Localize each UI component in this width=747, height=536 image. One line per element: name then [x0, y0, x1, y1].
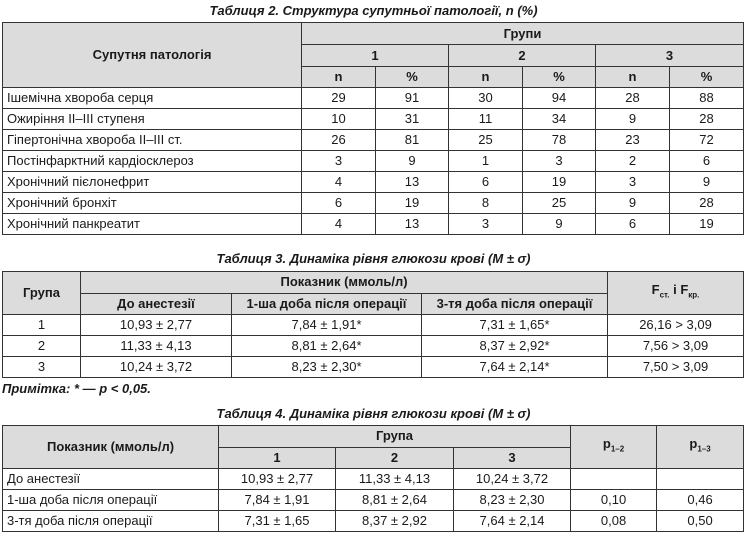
- pathology-name: Хронічний панкреатит: [3, 214, 302, 235]
- table-cell: 19: [670, 214, 744, 235]
- table3-f-header: [608, 272, 744, 315]
- table2-group-3: 3: [596, 45, 744, 66]
- table-cell: 23: [596, 130, 670, 151]
- table-cell: 88: [670, 88, 744, 109]
- table-cell: 8,23 ± 2,30*: [232, 357, 422, 378]
- indicator-name: До анестезії: [3, 469, 219, 490]
- table2-group-2: 2: [449, 45, 596, 66]
- table-cell: 6: [670, 151, 744, 172]
- table-row: [3, 88, 744, 109]
- table-cell: 6: [302, 193, 376, 214]
- table-cell: 8,81 ± 2,64*: [232, 336, 422, 357]
- table-cell: 9: [596, 109, 670, 130]
- table-cell: 7,64 ± 2,14: [454, 511, 571, 532]
- table-cell: 94: [523, 88, 596, 109]
- table2-sub-n: n: [449, 66, 523, 87]
- table3-col-before: До анестезії: [81, 293, 232, 315]
- table-row: [3, 151, 744, 172]
- table-cell: 7,84 ± 1,91: [219, 490, 336, 511]
- table-cell: 1: [449, 151, 523, 172]
- table-cell: 72: [670, 130, 744, 151]
- pathology-name: Ожиріння ІІ–ІІІ ступеня: [3, 109, 302, 130]
- table4-group-3: 3: [454, 447, 571, 469]
- group-number: 3: [3, 357, 81, 378]
- table-row: [3, 336, 744, 357]
- f-value: 7,56 > 3,09: [608, 336, 744, 357]
- table4-p12-header: [571, 426, 657, 469]
- table-cell: 6: [596, 214, 670, 235]
- table-cell: 8,23 ± 2,30: [454, 490, 571, 511]
- group-number: 2: [3, 336, 81, 357]
- table2-groups-label: Групи: [302, 23, 744, 45]
- f-mid: і F: [669, 282, 689, 298]
- pathology-name: Постінфарктний кардіосклероз: [3, 151, 302, 172]
- table2-sub-pct: %: [523, 66, 596, 87]
- table3-caption: Таблиця 3. Динаміка рівня глюкози крові (M ± σ): [216, 251, 531, 266]
- table-row: [3, 511, 744, 532]
- f-sub-st: ст.: [659, 290, 670, 300]
- pathology-name: Хронічний бронхіт: [3, 193, 302, 214]
- table3-indicator-header: Показник (ммоль/л): [81, 272, 608, 294]
- table-cell: 7,31 ± 1,65: [219, 511, 336, 532]
- p-main: p: [689, 436, 698, 452]
- table-cell: 4: [302, 214, 376, 235]
- table-row: [3, 315, 744, 336]
- table-cell: 8,37 ± 2,92*: [422, 336, 608, 357]
- table-cell: 9: [376, 151, 449, 172]
- table-cell: 9: [523, 214, 596, 235]
- table4: [2, 425, 744, 532]
- f-value: 7,50 > 3,09: [608, 357, 744, 378]
- table2-col-header: Супутня патологія: [3, 23, 302, 88]
- table-cell: 13: [376, 172, 449, 193]
- table-cell: 91: [376, 88, 449, 109]
- f-value: 26,16 > 3,09: [608, 315, 744, 336]
- table2-sub-pct: %: [376, 66, 449, 87]
- table-row: [3, 357, 744, 378]
- table-cell: 25: [449, 130, 523, 151]
- table2-caption: Таблиця 2. Структура супутньої патології, n (%): [209, 3, 538, 18]
- table2-sub-n: n: [302, 66, 376, 87]
- table-cell: 28: [670, 193, 744, 214]
- table-cell: 28: [670, 109, 744, 130]
- table-cell: 8: [449, 193, 523, 214]
- table-cell: 3: [449, 214, 523, 235]
- table3-col-day1: 1-ша доба після операції: [232, 293, 422, 315]
- table-cell: 81: [376, 130, 449, 151]
- p13-sub: 1–3: [697, 444, 711, 454]
- p13-value: 0,50: [657, 511, 744, 532]
- table-cell: 9: [670, 172, 744, 193]
- table3-note: Примітка: * — p < 0,05.: [2, 381, 151, 396]
- table-cell: 7,31 ± 1,65*: [422, 315, 608, 336]
- table-cell: 11,33 ± 4,13: [81, 336, 232, 357]
- table-cell: 31: [376, 109, 449, 130]
- table-cell: 3: [302, 151, 376, 172]
- table-cell: 10,93 ± 2,77: [219, 469, 336, 490]
- table-cell: 11,33 ± 4,13: [336, 469, 454, 490]
- pathology-name: Хронічний пієлонефрит: [3, 172, 302, 193]
- table-cell: 3: [523, 151, 596, 172]
- table-row: [3, 109, 744, 130]
- table-cell: 30: [449, 88, 523, 109]
- table2-sub-n: n: [596, 66, 670, 87]
- table4-group-2: 2: [336, 447, 454, 469]
- table-cell: 7,84 ± 1,91*: [232, 315, 422, 336]
- p-main: p: [602, 436, 611, 452]
- table-cell: 10,24 ± 3,72: [81, 357, 232, 378]
- table3-group-header: Група: [3, 272, 81, 315]
- table-cell: 34: [523, 109, 596, 130]
- table-row: [3, 469, 744, 490]
- table-cell: 28: [596, 88, 670, 109]
- indicator-name: 3-тя доба після операції: [3, 511, 219, 532]
- table-cell: 10,24 ± 3,72: [454, 469, 571, 490]
- table4-group-1: 1: [219, 447, 336, 469]
- table2: [2, 22, 744, 235]
- table-row: [3, 172, 744, 193]
- f-sub-kr: кр.: [688, 290, 700, 300]
- table-cell: 7,64 ± 2,14*: [422, 357, 608, 378]
- pathology-name: Ішемічна хвороба серця: [3, 88, 302, 109]
- table-row: [3, 490, 744, 511]
- table-row: [3, 193, 744, 214]
- table-cell: 78: [523, 130, 596, 151]
- table-cell: 13: [376, 214, 449, 235]
- table-cell: 19: [376, 193, 449, 214]
- table-cell: 6: [449, 172, 523, 193]
- table2-sub-pct: %: [670, 66, 744, 87]
- table-cell: 9: [596, 193, 670, 214]
- table3: [2, 271, 744, 378]
- table-row: [3, 130, 744, 151]
- p13-value: [657, 469, 744, 490]
- p12-value: 0,10: [571, 490, 657, 511]
- table4-indicator-header: Показник (ммоль/л): [3, 426, 219, 469]
- table-cell: 26: [302, 130, 376, 151]
- table4-group-header: Група: [219, 426, 571, 448]
- indicator-name: 1-ша доба після операції: [3, 490, 219, 511]
- p13-value: 0,46: [657, 490, 744, 511]
- table-cell: 10: [302, 109, 376, 130]
- table-row: [3, 214, 744, 235]
- table-cell: 11: [449, 109, 523, 130]
- f-main: F: [651, 282, 660, 298]
- table-cell: 8,81 ± 2,64: [336, 490, 454, 511]
- table-cell: 8,37 ± 2,92: [336, 511, 454, 532]
- table2-group-1: 1: [302, 45, 449, 66]
- p12-value: [571, 469, 657, 490]
- table-cell: 10,93 ± 2,77: [81, 315, 232, 336]
- pathology-name: Гіпертонічна хвороба ІІ–ІІІ ст.: [3, 130, 302, 151]
- table3-col-day3: 3-тя доба після операції: [422, 293, 608, 315]
- table4-caption: Таблиця 4. Динаміка рівня глюкози крові (M ± σ): [216, 406, 531, 421]
- table-cell: 29: [302, 88, 376, 109]
- table-cell: 2: [596, 151, 670, 172]
- table-cell: 19: [523, 172, 596, 193]
- table-cell: 25: [523, 193, 596, 214]
- p12-value: 0,08: [571, 511, 657, 532]
- table-cell: 3: [596, 172, 670, 193]
- p12-sub: 1–2: [610, 444, 625, 454]
- table-cell: 4: [302, 172, 376, 193]
- group-number: 1: [3, 315, 81, 336]
- table4-p13-header: [657, 426, 744, 469]
